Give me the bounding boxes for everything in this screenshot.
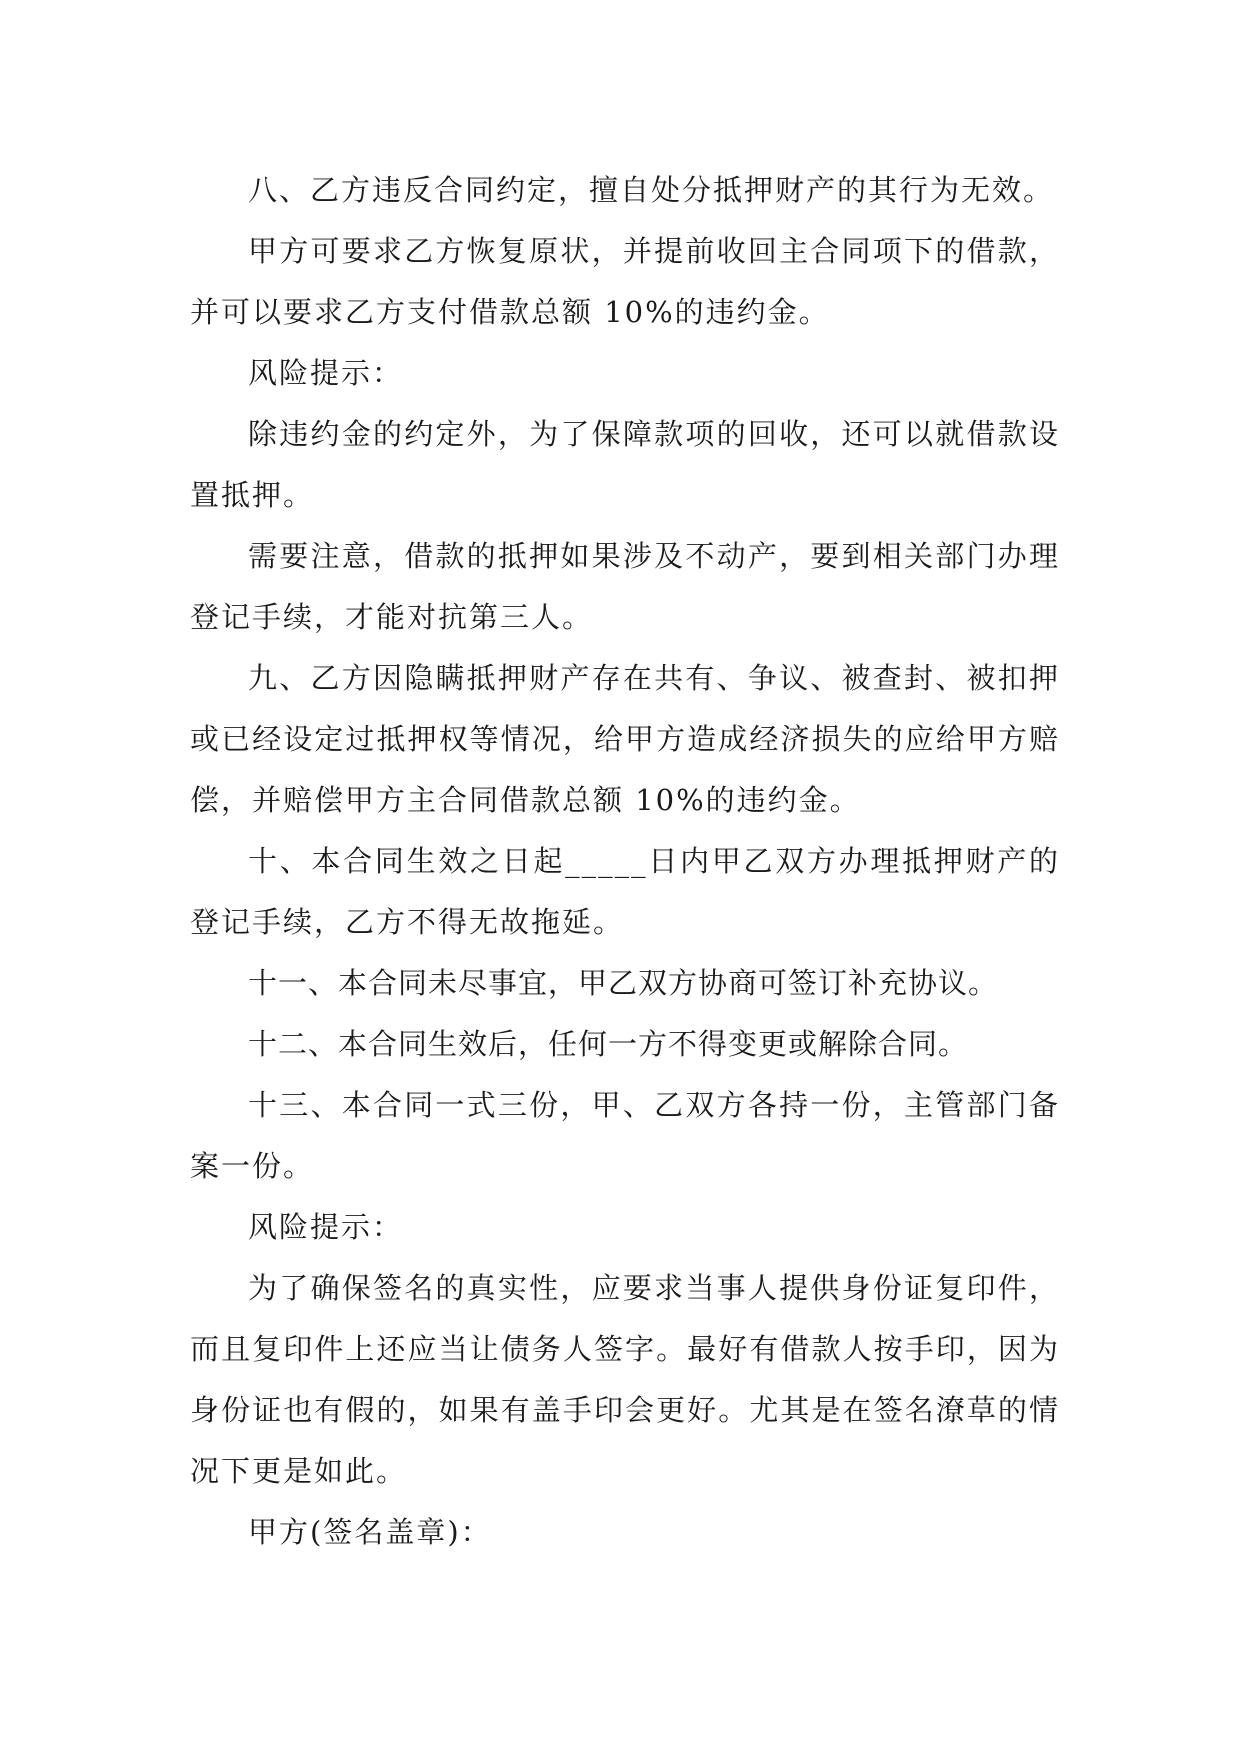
contract-text: [190, 160, 1060, 1563]
clause-8-remedy: 甲方可要求乙方恢复原状，并提前收回主合同项下的借款，并可以要求乙方支付借款总额 10%的违约金。: [190, 234, 1060, 329]
clause-9: 九、乙方因隐瞒抵押财产存在共有、争议、被查封、被扣押或已经设定过抵押权等情况，给甲方造成经济损失的应给甲方赔偿，并赔偿甲方主合同借款总额 10%的违约金。: [190, 661, 1060, 817]
risk-tip-registration: 需要注意，借款的抵押如果涉及不动产，要到相关部门办理登记手续，才能对抗第三人。: [190, 539, 1060, 634]
party-a-signature-line: 甲方(签名盖章)：: [248, 1515, 492, 1549]
risk-tip-mortgage: 除违约金的约定外，为了保障款项的回收，还可以就借款设置抵押。: [190, 417, 1060, 512]
clause-8: 八、乙方违反合同约定，擅自处分抵押财产的其行为无效。: [248, 173, 1055, 207]
clause-13: 十三、本合同一式三份，甲、乙双方各持一份，主管部门备案一份。: [190, 1088, 1060, 1183]
risk-tip-signature: 为了确保签名的真实性，应要求当事人提供身份证复印件，而且复印件上还应当让债务人签字。最好有借款人按手印，因为身份证也有假的，如果有盖手印会更好。尤其是在签名潦草的情况下更是如此。: [190, 1271, 1060, 1488]
risk-tip-heading: 风险提示：: [248, 356, 404, 390]
risk-tip-heading-2: 风险提示：: [248, 1210, 404, 1244]
clause-10: 十、本合同生效之日起_____日内甲乙双方办理抵押财产的登记手续，乙方不得无故拖延。: [190, 844, 1060, 939]
clause-12: 十二、本合同生效后，任何一方不得变更或解除合同。: [248, 1027, 969, 1061]
clause-11: 十一、本合同未尽事宜，甲乙双方协商可签订补充协议。: [248, 966, 999, 1000]
